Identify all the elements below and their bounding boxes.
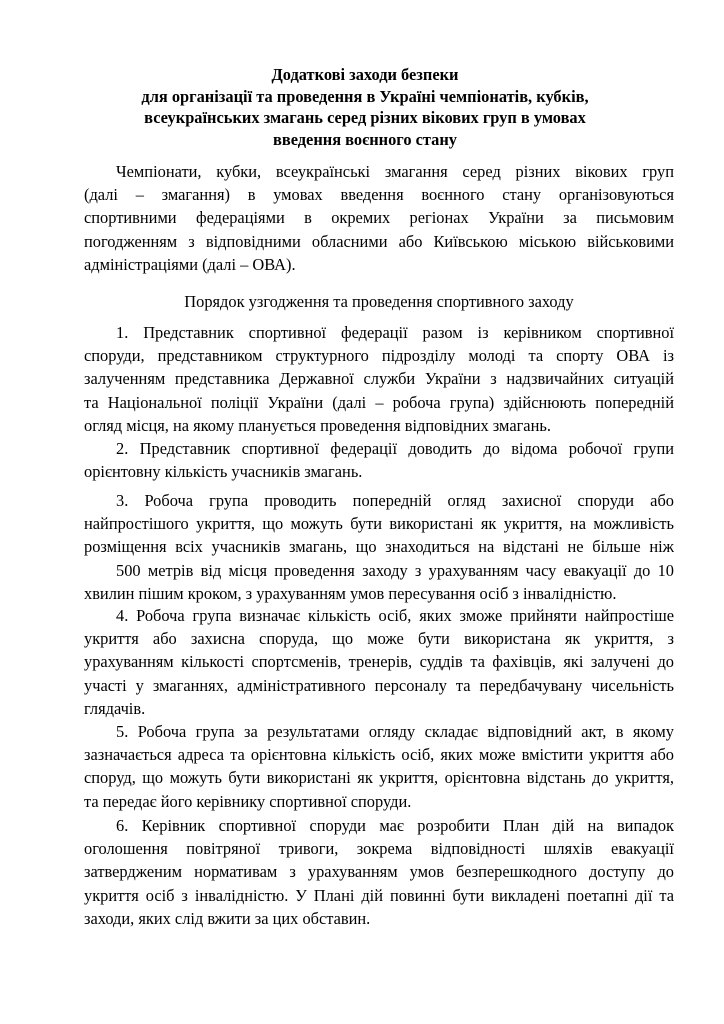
text-line: (далі – змагання) в умовах введення воєнного стану організовуються — [84, 185, 674, 205]
intro-paragraph — [84, 160, 674, 276]
text-line: 6. Керівник спортивної споруди має розробити План дій на випадок — [116, 816, 674, 835]
text-line: найпростішого укриття, що можуть бути використані як укриття, на можливість — [84, 514, 674, 534]
text-line: Чемпіонати, кубки, всеукраїнські змагання серед різних вікових груп — [116, 162, 674, 181]
text-line: 3. Робоча група проводить попередній огляд захисної споруди або — [116, 491, 674, 510]
text-line: укриття або захисна споруда, що може бути використана як укриття, з — [84, 629, 674, 649]
list-item-6 — [84, 814, 674, 930]
document-title — [60, 64, 670, 150]
text-line: укриття осіб з інвалідністю. У Плані дій повинні бути викладені поетапні дії та — [84, 885, 674, 905]
text-line: 4. Робоча група визначає кількість осіб, яких зможе прийняти найпростіше — [116, 606, 674, 625]
text-line: адміністраціями (далі – ОВА). — [84, 254, 296, 274]
text-line: заходи, яких слід вжити за цих обставин. — [84, 908, 371, 928]
text-line: розміщення всіх учасників змагань, що знаходиться на відстані не більше ніж — [84, 537, 674, 557]
text-line: погодженням з відповідними обласними або Київською міською військовими — [84, 231, 674, 251]
text-line: затвердженим нормативам з урахуванням умов безперешкодного доступу до — [84, 862, 674, 882]
text-line: 500 метрів від місця проведення заходу з урахуванням часу евакуації до 10 — [116, 560, 674, 580]
list-item-5 — [84, 720, 674, 813]
text-line: глядачів. — [84, 698, 146, 718]
text-line: та Національної поліції України (далі – робоча група) здійснюють попередній — [84, 392, 674, 412]
text-line: залученням представника Державної служби України з надзвичайних ситуацій — [84, 369, 674, 389]
list-item-1 — [84, 321, 674, 437]
title-line: введення воєнного стану — [273, 129, 457, 149]
title-line: для організації та проведення в Україні чемпіонатів, кубків, — [141, 86, 589, 106]
text-line: зазначається адреса та орієнтовна кількість осіб, яких може вмістити укриття або — [84, 745, 674, 765]
title-line: всеукраїнських змагань серед різних вікових груп в умовах — [144, 108, 586, 127]
text-line: 5. Робоча група за результатами огляду складає відповідний акт, в якому — [116, 722, 674, 741]
title-line: Додаткові заходи безпеки — [271, 65, 459, 84]
text-line: споруд, що можуть бути використані як укриття, орієнтовна відстань до укриття, — [84, 768, 674, 788]
text-line: спортивними федераціями в окремих регіонах України за письмовим — [84, 208, 674, 228]
list-item-3 — [84, 489, 674, 605]
text-line: огляд місця, на якому планується проведення відповідних змагань. — [84, 415, 551, 435]
text-line: урахуванням кількості спортсменів, тренерів, суддів та фахівців, які залучені до — [84, 652, 674, 672]
list-item-4 — [84, 604, 674, 720]
list-item-2 — [84, 437, 674, 483]
text-line: орієнтовну кількість учасників змагань. — [84, 462, 363, 482]
text-line: оголошення повітряної тривоги, зокрема відповідності шляхів евакуації — [84, 839, 674, 859]
text-line: участі у змаганнях, адміністративного персоналу та передбачувану чисельність — [84, 675, 674, 695]
section-title: Порядок узгодження та проведення спортивного заходу — [184, 292, 574, 311]
text-line: хвилин пішим кроком, з урахуванням умов пересування осіб з інвалідністю. — [84, 583, 617, 603]
text-line: та передає його керівнику спортивної споруди. — [84, 791, 412, 811]
text-line: споруди, представником структурного підрозділу молоді та спорту ОВА із — [84, 346, 674, 366]
text-line: 2. Представник спортивної федерації доводить до відома робочої групи — [116, 439, 674, 458]
text-line: 1. Представник спортивної федерації разом із керівником спортивної — [116, 323, 674, 342]
